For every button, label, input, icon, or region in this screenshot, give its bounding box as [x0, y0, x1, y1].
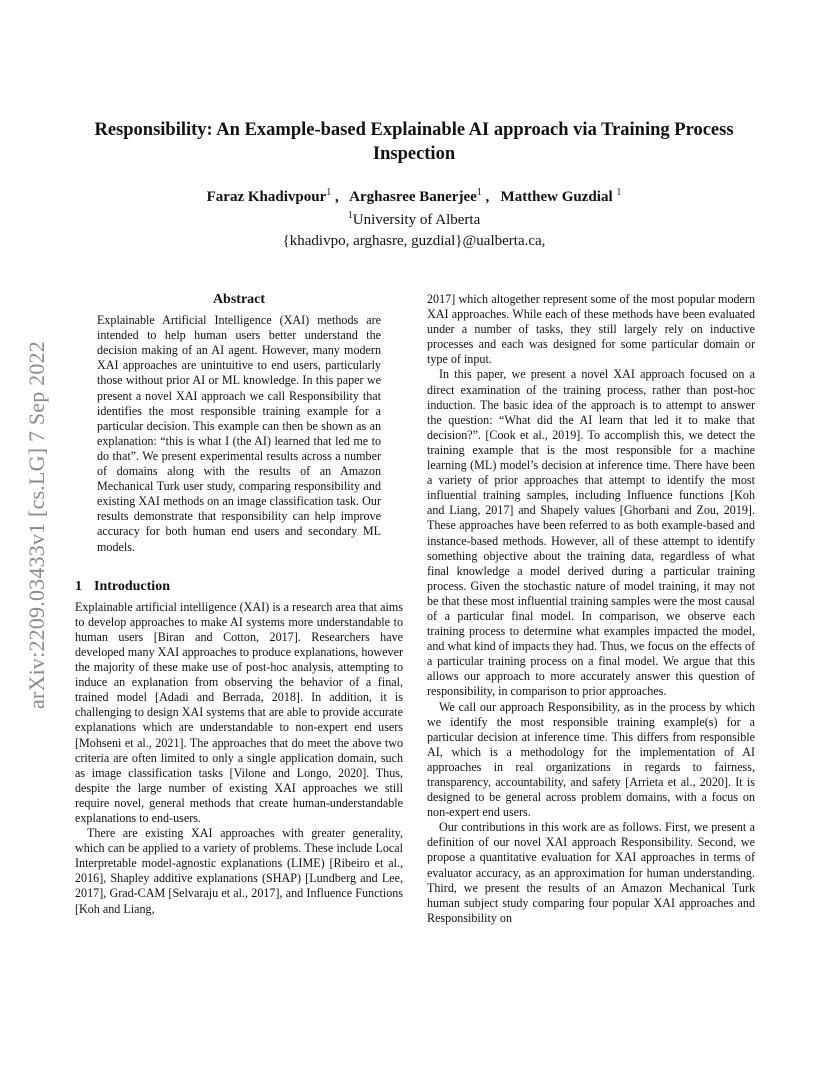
author-affiliation-mark: 1 — [476, 187, 482, 198]
paragraph: In this paper, we present a novel XAI approach focused on a direct examination of the training process, rather than post-hoc induction. The basic idea of the approach is to attempt to answer the question: “What did the AI learn that led it to make that decision?”. [Cook et al., 2019]. To accomplish this, we detect the training example that is the most responsible for a machine learning (ML) model’s decision at inference time. There have been a variety of prior approaches that attempt to identify the most influential training samples, including Influence functions [Koh and Liang, 2017] and Shapely values [Ghorbani and Zou, 2019]. These approaches have been referred to as both example-based and instance-based methods. However, all of these attempt to identify something objective about the training data, regardless of what final knowledge a model derived during a particular training process. Given the stochastic nature of model training, it may not be that these most influential training samples were the most causal of a particular final model. In comparison, we observe each training process to determine what examples impacted the model, and what kind of impacts they had. Thus, we focus on the effects of a particular training process on a final model. We argue that this allows our approach to more accurately answer this question of responsibility, in comparison to prior approaches. — [427, 367, 755, 699]
paragraph: Explainable artificial intelligence (XAI) is a research area that aims to develop approaches to make AI systems more understandable to human users [Biran and Cotton, 2017]. Researchers have developed many XAI approaches to produce explanations, however the majority of these make use of post-hoc analysis, attempting to induce an explanation from observing the behavior of a final, trained model [Adadi and Berrada, 2018]. In addition, it is challenging to design XAI systems that are able to provide accurate explanations which are understandable to non-expert end users [Mohseni et al., 2021]. The approaches that do meet the above two criteria are often limited to only a single application domain, such as image classification tasks [Vilone and Longo, 2020]. Thus, despite the large number of existing XAI approaches we still require novel, general methods that create human-understandable explanations to end-users. — [75, 599, 403, 825]
abstract-text: Explainable Artificial Intelligence (XAI) methods are intended to help human users better understand the decision making of an AI agent. However, many modern XAI approaches are unintuitive to end users, particularly those without prior AI or ML knowledge. In this paper we present a novel XAI approach we call Responsibility that identifies the most responsible training example for a particular decision. This example can then be shown as an explanation: “this is what I (the AI) learned that led me to do that”. We present experimental results across a number of domains along with the results of an Amazon Mechanical Turk user study, comparing responsibility and existing XAI methods on an image classification task. Our results demonstrate that responsibility can help improve accuracy for both human end users and secondary ML models. — [97, 313, 381, 554]
author-list: Faraz Khadivpour$^1$ , Arghasree Banerjee$^1$ , Matthew Guzdial $^1$ — [206, 187, 622, 205]
abstract-heading: Abstract — [212, 292, 266, 307]
paragraph: 2017] which altogether represent some of the most popular modern XAI approaches. While each of these methods have been evaluated under a number of tasks, they still largely rely on inductive processes and each was designed for some particular domain or type of input. — [427, 292, 755, 367]
section-number: 1 — [75, 578, 82, 594]
affiliation — [60, 210, 768, 229]
affiliation-name: University of Alberta — [352, 212, 481, 228]
arxiv-identifier-text: arXiv:2209.03433v1 [cs.LG] 7 Sep 2022 — [24, 341, 50, 709]
author-name: Arghasree Banerjee — [349, 189, 477, 205]
affiliation-mark: 1 — [347, 210, 353, 221]
author-emails: {khadivpo, arghasre, guzdial}@ualberta.ca, — [282, 233, 546, 249]
section-heading — [75, 579, 403, 594]
paragraph: There are existing XAI approaches with greater generality, which can be applied to a variety of problems. These include Local Interpretable model-agnostic explanations (LIME) [Ribeiro et al., 2016], Shapley additive explanations (SHAP) [Lundberg and Lee, 2017], Grad-CAM [Selvaraju et al., 2017], and Influence Functions [Koh and Liang, — [75, 826, 403, 916]
paragraph: We call our approach Responsibility, as in the process by which we identify the most responsible training example(s) for a particular decision at inference time. This differs from responsible AI, which is a methodology for the implementation of AI approaches in real organizations in regards to fairness, transparency, accountability, and safety [Arrieta et al., 2020]. It is designed to be general across problem domains, with a focus on non-expert end users. — [427, 699, 755, 820]
author-affiliation-mark: 1 — [616, 187, 622, 198]
author-name: Matthew Guzdial — [500, 189, 613, 205]
arxiv-identifier-stamp — [26, 290, 48, 760]
paper-title: Responsibility: An Example-based Explainable AI approach via Training Process Inspection — [94, 120, 734, 164]
paragraph: Our contributions in this work are as follows. First, we present a definition of our novel XAI approach Responsibility. Second, we propose a quantitative evaluation for XAI approaches in terms of evaluator accuracy, as an approximation for human understanding. Third, we present the results of an Amazon Mechanical Turk human subject study comparing four popular XAI approaches and Responsibility on — [427, 820, 755, 925]
right-column — [427, 292, 755, 926]
section-title: Introduction — [94, 578, 170, 594]
author-name: Faraz Khadivpour — [206, 189, 327, 205]
author-affiliation-mark: 1 — [326, 187, 332, 198]
left-column — [75, 292, 403, 917]
